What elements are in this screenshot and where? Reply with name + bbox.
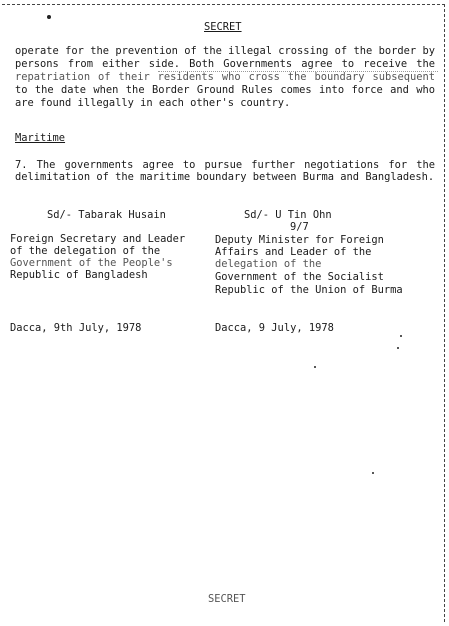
left-title-line: Foreign Secretary and Leader (10, 233, 186, 245)
left-title-line: Government of the People's (10, 257, 173, 269)
right-place-date: Dacca, 9 July, 1978 (215, 322, 334, 334)
left-title-line: Republic of Bangladesh (10, 269, 148, 281)
ink-speck (372, 472, 374, 474)
body-line: repatriation of their residents who cross the boundary subsequent (15, 71, 435, 83)
footer-clip (0, 593, 449, 602)
left-place-date: Dacca, 9th July, 1978 (10, 322, 142, 334)
ink-speck (400, 335, 402, 337)
right-title-line: Affairs and Leader of the (215, 246, 372, 258)
body-line: persons from either side. Both Governments agree to receive the (15, 58, 435, 70)
maritime-line: delimitation of the maritime boundary between Burma and Bangladesh. (15, 171, 435, 183)
body-line: operate for the prevention of the illegal crossing of the border by (15, 45, 435, 57)
section-heading-maritime: Maritime (15, 132, 66, 144)
maritime-line: 7. The governments agree to pursue further negotiations for the (15, 159, 435, 171)
left-title-line: of the delegation of the (10, 245, 161, 257)
left-signature: Sd/- Tabarak Husain (47, 209, 166, 221)
right-signature: Sd/- U Tin Ohn (244, 209, 332, 221)
right-title-line: delegation of the (215, 258, 322, 270)
ink-speck (314, 366, 316, 368)
ink-speck (397, 347, 399, 349)
body-line: are found illegally in each other's country. (15, 97, 291, 109)
header-classification: SECRET (204, 21, 242, 33)
footer-classification: SECRET (208, 593, 246, 602)
body-line: to the date when the Border Ground Rules comes into force and who (15, 84, 435, 96)
right-signature-date: 9/7 (290, 221, 309, 233)
right-title-line: Government of the Socialist (215, 271, 384, 283)
right-title-line: Deputy Minister for Foreign (215, 234, 384, 246)
ink-speck (47, 15, 51, 19)
right-title-line: Republic of the Union of Burma (215, 284, 403, 296)
